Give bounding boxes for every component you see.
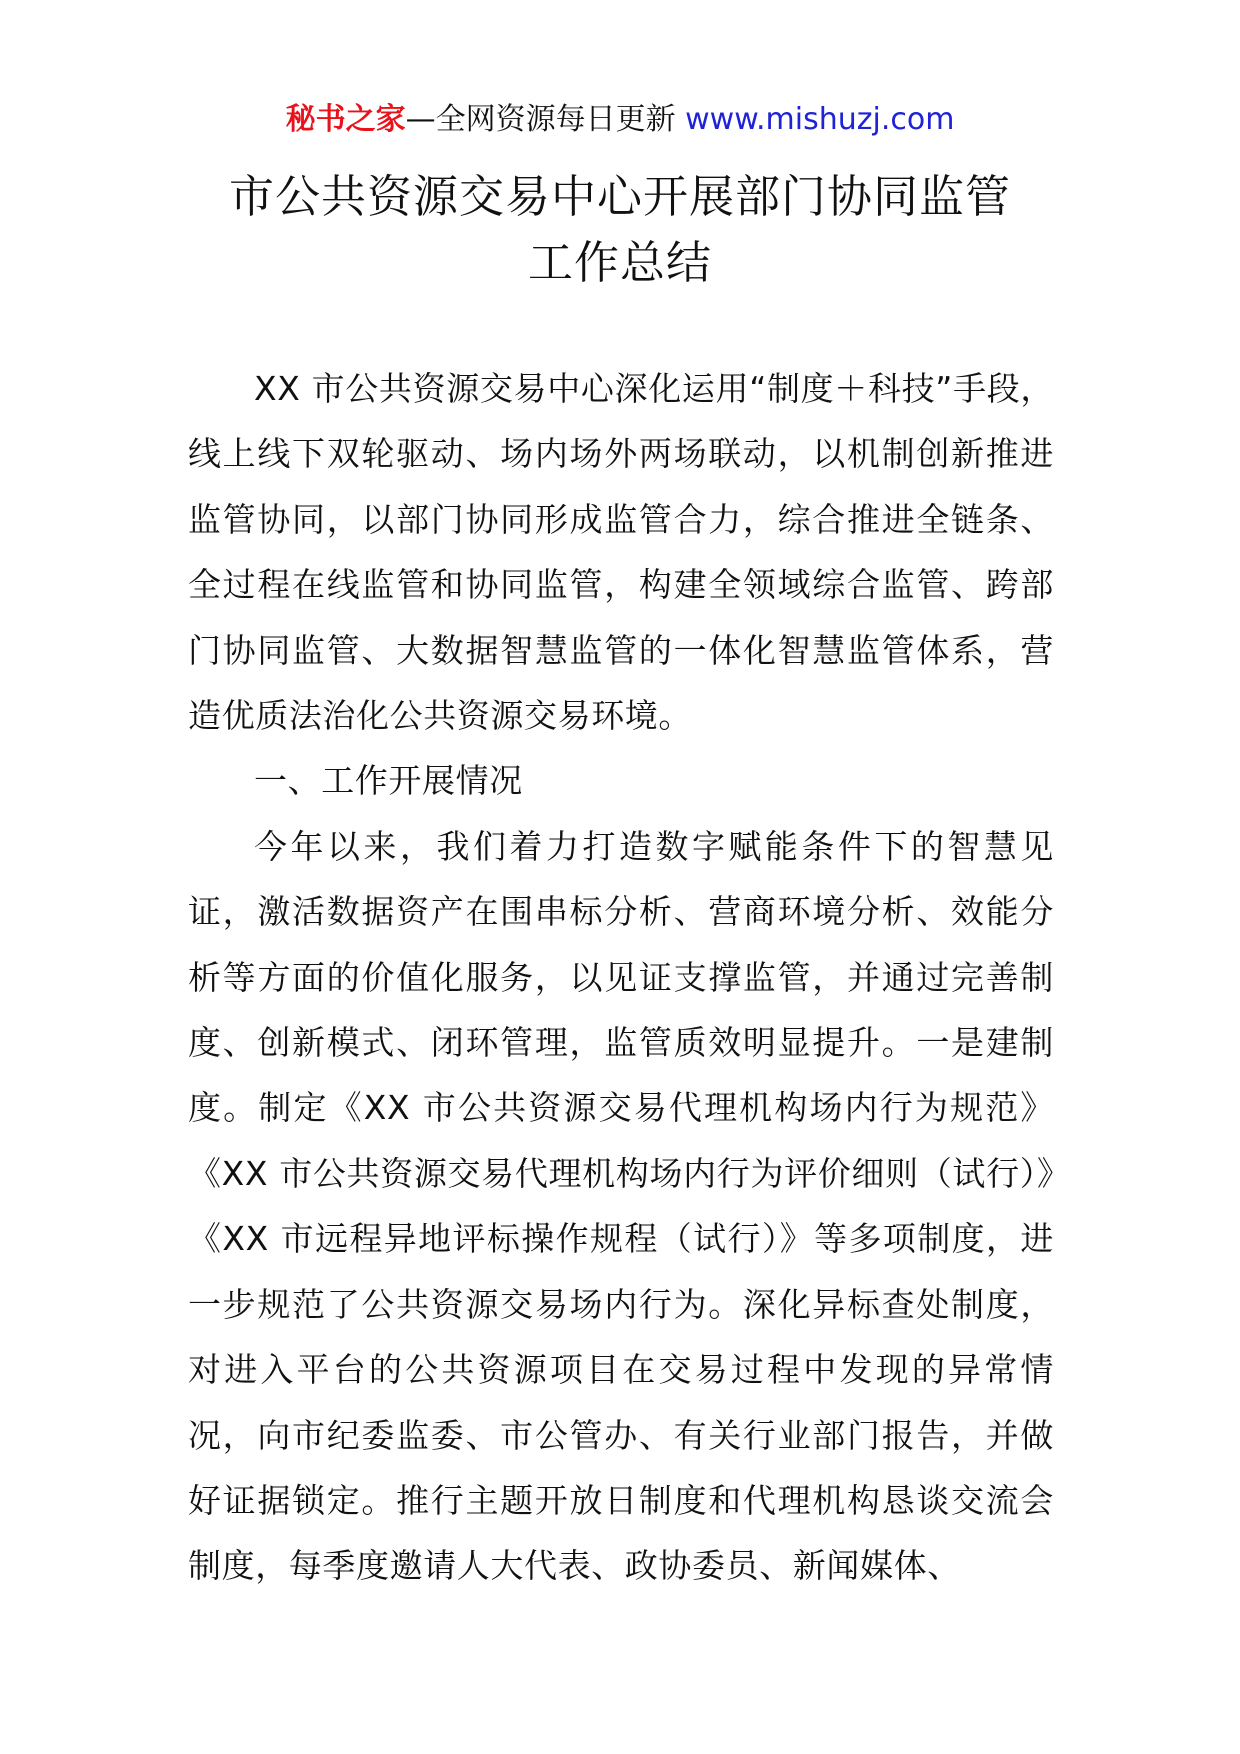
document-body [188,356,1054,1599]
site-tagline: —全网资源每日更新 [405,102,676,137]
work-status-paragraph: 今年以来，我们着力打造数字赋能条件下的智慧见证，激活数据资产在围串标分析、营商环境分析、效能分析等方面的价值化服务，以见证支撑监管，并通过完善制度、创新模式、闭环管理，监管质效明显提升。一是建制度。制定《XX 市公共资源交易代理机构场内行为规范》《XX 市公共资源交易代理机构场内行为评价细则（试行）》《XX 市远程异地评标操作规程（试行）》等多项制度，进一步规范了公共资源交易场内行为。深化异标查处制度，对进入平台的公共资源项目在交易过程中发现的异常情况，向市纪委监委、市公管办、有关行业部门报告，并做好证据锁定。推行主题开放日制度和代理机构恳谈交流会制度，每季度邀请人大代表、政协委员、新闻媒体、 [188,826,1054,1586]
site-header [0,100,1240,140]
site-brand: 秘书之家 [285,102,406,137]
document-title-line-1: 市公共资源交易中心开展部门协同监管 [228,170,1011,223]
section-heading-work-status: 一、工作开展情况 [254,761,523,801]
document-title-line-2: 工作总结 [527,236,712,289]
document-title [0,164,1240,296]
intro-paragraph: XX 市公共资源交易中心深化运用“制度＋科技”手段，线上线下双轮驱动、场内场外两场联动，以机制创新推进监管协同，以部门协同形成监管合力，综合推进全链条、全过程在线监管和协同监管，构建全领域综合监管、跨部门协同监管、大数据智慧监管的一体化智慧监管体系，营造优质法治化公共资源交易环境。 [188,369,1054,736]
site-url-link[interactable]: www.mishuzj.com [685,102,955,137]
